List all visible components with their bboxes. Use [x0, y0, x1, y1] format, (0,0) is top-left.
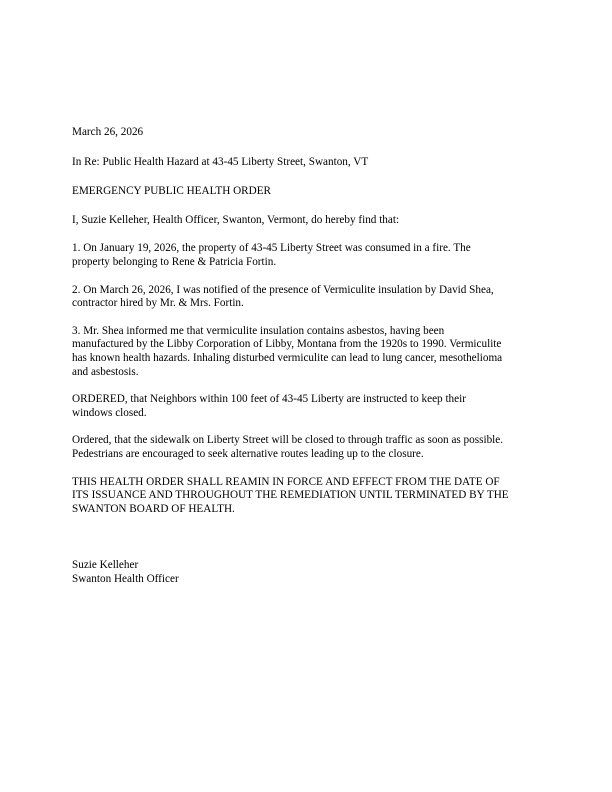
finding-item-1	[72, 242, 546, 269]
finding-item-3-line-3: has known health hazards. Inhaling disturbed vermiculite can lead to lung cancer, mesothelioma	[72, 351, 503, 364]
finding-item-3-line-2: manufactured by the Libby Corporation of Libby, Montana from the 1920s to 1990. Vermiculite	[72, 338, 502, 351]
closing-statement-line-3: SWANTON BOARD OF HEALTH.	[72, 502, 235, 515]
re-line: In Re: Public Health Hazard at 43-45 Liberty Street, Swanton, VT	[72, 155, 369, 168]
closing-statement-line-1: THIS HEALTH ORDER SHALL REAMIN IN FORCE AND EFFECT FROM THE DATE OF	[72, 475, 500, 488]
letter-body	[72, 126, 546, 586]
ordered-windows-line-1: ORDERED, that Neighbors within 100 feet of 43-45 Liberty are instructed to keep their	[72, 393, 466, 406]
finding-item-1-line-1: 1. On January 19, 2026, the property of 43-45 Liberty Street was consumed in a fire. The	[72, 242, 471, 255]
finding-item-2-line-1: 2. On March 26, 2026, I was notified of the presence of Vermiculite insulation by David Shea,	[72, 283, 494, 296]
ordered-sidewalk	[72, 434, 546, 461]
closing-statement	[72, 476, 546, 517]
finding-item-3-line-4: and asbestosis.	[72, 365, 139, 378]
ordered-windows	[72, 393, 546, 420]
ordered-sidewalk-line-1: Ordered, that the sidewalk on Liberty Street will be closed to through traffic as soon as possible.	[72, 434, 504, 447]
finding-item-2	[72, 284, 546, 311]
finding-item-3-line-1: 3. Mr. Shea informed me that vermiculite insulation contains asbestos, having been	[72, 324, 445, 337]
finding-item-2-line-2: contractor hired by Mr. & Mrs. Fortin.	[72, 297, 244, 310]
ordered-sidewalk-line-2: Pedestrians are encouraged to seek alternative routes leading up to the closure.	[72, 447, 424, 460]
order-title: EMERGENCY PUBLIC HEALTH ORDER	[72, 185, 271, 198]
finding-item-3	[72, 325, 546, 379]
ordered-windows-line-2: windows closed.	[72, 406, 147, 419]
finding-intro: I, Suzie Kelleher, Health Officer, Swanton, Vermont, do hereby find that:	[72, 213, 400, 226]
signer-role: Swanton Health Officer	[72, 572, 179, 585]
signature-block	[72, 559, 546, 586]
finding-item-1-line-2: property belonging to Rene & Patricia Fortin.	[72, 255, 277, 268]
closing-statement-line-2: ITS ISSUANCE AND THROUGHOUT THE REMEDIATION UNTIL TERMINATED BY THE	[72, 489, 509, 502]
signer-name: Suzie Kelleher	[72, 559, 139, 572]
letter-date: March 26, 2026	[72, 126, 144, 138]
